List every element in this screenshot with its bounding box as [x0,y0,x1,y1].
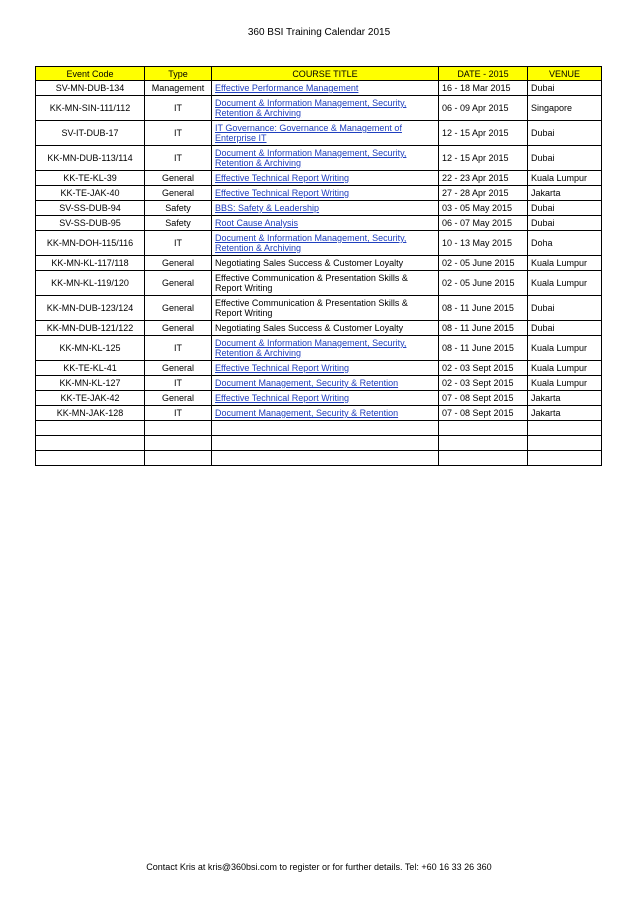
type-cell: Management [145,81,212,96]
course-title-link[interactable]: Effective Technical Report Writing [215,173,350,183]
type-cell: General [145,186,212,201]
course-title-text: Effective Communication & Presentation Skills & Report Writing [215,273,408,293]
empty-cell [145,421,212,436]
type-cell: General [145,391,212,406]
course-title-cell [212,391,439,406]
date-cell: 02 - 03 Sept 2015 [439,376,528,391]
date-cell: 02 - 05 June 2015 [439,256,528,271]
empty-cell [212,436,439,451]
venue-cell: Singapore [528,96,602,121]
event-code-cell: KK-MN-DUB-121/122 [36,321,145,336]
page-title: 360 BSI Training Calendar 2015 [247,27,391,38]
header-row [36,67,602,81]
empty-cell [439,421,528,436]
event-code-cell: KK-MN-DOH-115/116 [36,231,145,256]
course-title-cell [212,271,439,296]
empty-cell [36,421,145,436]
venue-cell: Dubai [528,321,602,336]
contact-footer: Contact Kris at kris@360bsi.com to register or for further details. Tel: +60 16 33 26 360 [146,862,492,872]
type-cell: General [145,271,212,296]
empty-cell [36,436,145,451]
table-row [36,186,602,201]
venue-cell: Kuala Lumpur [528,171,602,186]
course-title-cell [212,336,439,361]
table-row [36,391,602,406]
event-code-cell: KK-TE-KL-39 [36,171,145,186]
empty-cell [528,451,602,466]
type-cell: IT [145,336,212,361]
course-title-link[interactable]: Effective Performance Management [215,83,359,93]
course-title-link[interactable]: IT Governance: Governance & Management of Enterprise IT [215,123,402,143]
course-title-link[interactable]: Document & Information Management, Security, Retention & Archiving [215,148,407,168]
type-cell: IT [145,121,212,146]
venue-cell: Kuala Lumpur [528,376,602,391]
venue-cell: Dubai [528,81,602,96]
course-title-link[interactable]: BBS: Safety & Leadership [215,203,320,213]
course-title-link[interactable]: Document & Information Management, Security, Retention & Archiving [215,338,407,358]
header-course-title: COURSE TITLE [212,67,439,81]
event-code-cell: KK-TE-JAK-40 [36,186,145,201]
table-row [36,201,602,216]
type-cell: Safety [145,201,212,216]
event-code-cell: KK-TE-KL-41 [36,361,145,376]
course-title-text: Effective Communication & Presentation Skills & Report Writing [215,298,408,318]
date-cell: 08 - 11 June 2015 [439,321,528,336]
date-cell: 02 - 05 June 2015 [439,271,528,296]
date-cell: 07 - 08 Sept 2015 [439,391,528,406]
empty-cell [145,436,212,451]
date-cell: 08 - 11 June 2015 [439,336,528,361]
empty-row [36,451,602,466]
event-code-cell: KK-MN-SIN-111/112 [36,96,145,121]
course-title-link[interactable]: Document Management, Security & Retention [215,408,399,418]
table-row [36,361,602,376]
table-row [36,271,602,296]
type-cell: IT [145,146,212,171]
venue-cell: Doha [528,231,602,256]
venue-cell: Jakarta [528,391,602,406]
type-cell: General [145,296,212,321]
course-title-cell [212,321,439,336]
course-title-text: Negotiating Sales Success & Customer Loyalty [215,323,404,333]
date-cell: 10 - 13 May 2015 [439,231,528,256]
course-title-cell [212,96,439,121]
course-title-link[interactable]: Document & Information Management, Security, Retention & Archiving [215,233,407,253]
event-code-cell: KK-MN-JAK-128 [36,406,145,421]
course-title-link[interactable]: Document Management, Security & Retention [215,378,399,388]
table-row [36,171,602,186]
header-event-code: Event Code [36,67,145,81]
date-cell: 03 - 05 May 2015 [439,201,528,216]
course-title-cell [212,376,439,391]
type-cell: General [145,321,212,336]
event-code-cell: SV-IT-DUB-17 [36,121,145,146]
venue-cell: Dubai [528,296,602,321]
venue-cell: Kuala Lumpur [528,271,602,296]
type-cell: IT [145,406,212,421]
header-type: Type [145,67,212,81]
type-cell: IT [145,96,212,121]
training-calendar-table [35,66,602,466]
empty-cell [439,436,528,451]
event-code-cell: KK-MN-KL-119/120 [36,271,145,296]
table-row [36,256,602,271]
type-cell: General [145,171,212,186]
empty-row [36,436,602,451]
date-cell: 06 - 09 Apr 2015 [439,96,528,121]
venue-cell: Dubai [528,121,602,146]
empty-cell [212,421,439,436]
event-code-cell: SV-SS-DUB-94 [36,201,145,216]
event-code-cell: KK-MN-DUB-123/124 [36,296,145,321]
date-cell: 22 - 23 Apr 2015 [439,171,528,186]
date-cell: 12 - 15 Apr 2015 [439,121,528,146]
venue-cell: Dubai [528,146,602,171]
event-code-cell: KK-MN-KL-127 [36,376,145,391]
table-row [36,406,602,421]
course-title-cell [212,146,439,171]
course-title-cell [212,406,439,421]
course-title-cell [212,296,439,321]
empty-cell [145,451,212,466]
course-title-cell [212,256,439,271]
type-cell: IT [145,231,212,256]
table-row [36,96,602,121]
table-body [36,81,602,466]
date-cell: 06 - 07 May 2015 [439,216,528,231]
date-cell: 12 - 15 Apr 2015 [439,146,528,171]
table-row [36,336,602,361]
course-title-cell [212,216,439,231]
course-title-cell [212,361,439,376]
course-title-link[interactable]: Effective Technical Report Writing [215,393,350,403]
event-code-cell: SV-MN-DUB-134 [36,81,145,96]
venue-cell: Kuala Lumpur [528,256,602,271]
type-cell: General [145,361,212,376]
event-code-cell: KK-MN-KL-117/118 [36,256,145,271]
date-cell: 16 - 18 Mar 2015 [439,81,528,96]
empty-cell [528,421,602,436]
course-title-link[interactable]: Effective Technical Report Writing [215,363,350,373]
type-cell: Safety [145,216,212,231]
course-title-text: Negotiating Sales Success & Customer Loyalty [215,258,404,268]
venue-cell: Kuala Lumpur [528,336,602,361]
empty-row [36,421,602,436]
empty-cell [212,451,439,466]
date-cell: 27 - 28 Apr 2015 [439,186,528,201]
course-title-cell [212,186,439,201]
venue-cell: Dubai [528,201,602,216]
event-code-cell: KK-TE-JAK-42 [36,391,145,406]
date-cell: 02 - 03 Sept 2015 [439,361,528,376]
table-row [36,376,602,391]
date-cell: 07 - 08 Sept 2015 [439,406,528,421]
empty-cell [36,451,145,466]
venue-cell: Dubai [528,216,602,231]
empty-cell [439,451,528,466]
course-title-link[interactable]: Document & Information Management, Security, Retention & Archiving [215,98,407,118]
event-code-cell: KK-MN-DUB-113/114 [36,146,145,171]
venue-cell: Kuala Lumpur [528,361,602,376]
table-row [36,296,602,321]
event-code-cell: SV-SS-DUB-95 [36,216,145,231]
header-date: DATE - 2015 [439,67,528,81]
table-row [36,81,602,96]
header-venue: VENUE [528,67,602,81]
course-title-cell [212,201,439,216]
table-row [36,216,602,231]
course-title-cell [212,121,439,146]
course-title-cell [212,171,439,186]
course-title-cell [212,231,439,256]
course-title-cell [212,81,439,96]
course-title-link[interactable]: Root Cause Analysis [215,218,299,228]
venue-cell: Jakarta [528,186,602,201]
table-row [36,321,602,336]
table-row [36,146,602,171]
table-row [36,121,602,146]
venue-cell: Jakarta [528,406,602,421]
type-cell: General [145,256,212,271]
course-title-link[interactable]: Effective Technical Report Writing [215,188,350,198]
event-code-cell: KK-MN-KL-125 [36,336,145,361]
type-cell: IT [145,376,212,391]
date-cell: 08 - 11 June 2015 [439,296,528,321]
empty-cell [528,436,602,451]
table-row [36,231,602,256]
